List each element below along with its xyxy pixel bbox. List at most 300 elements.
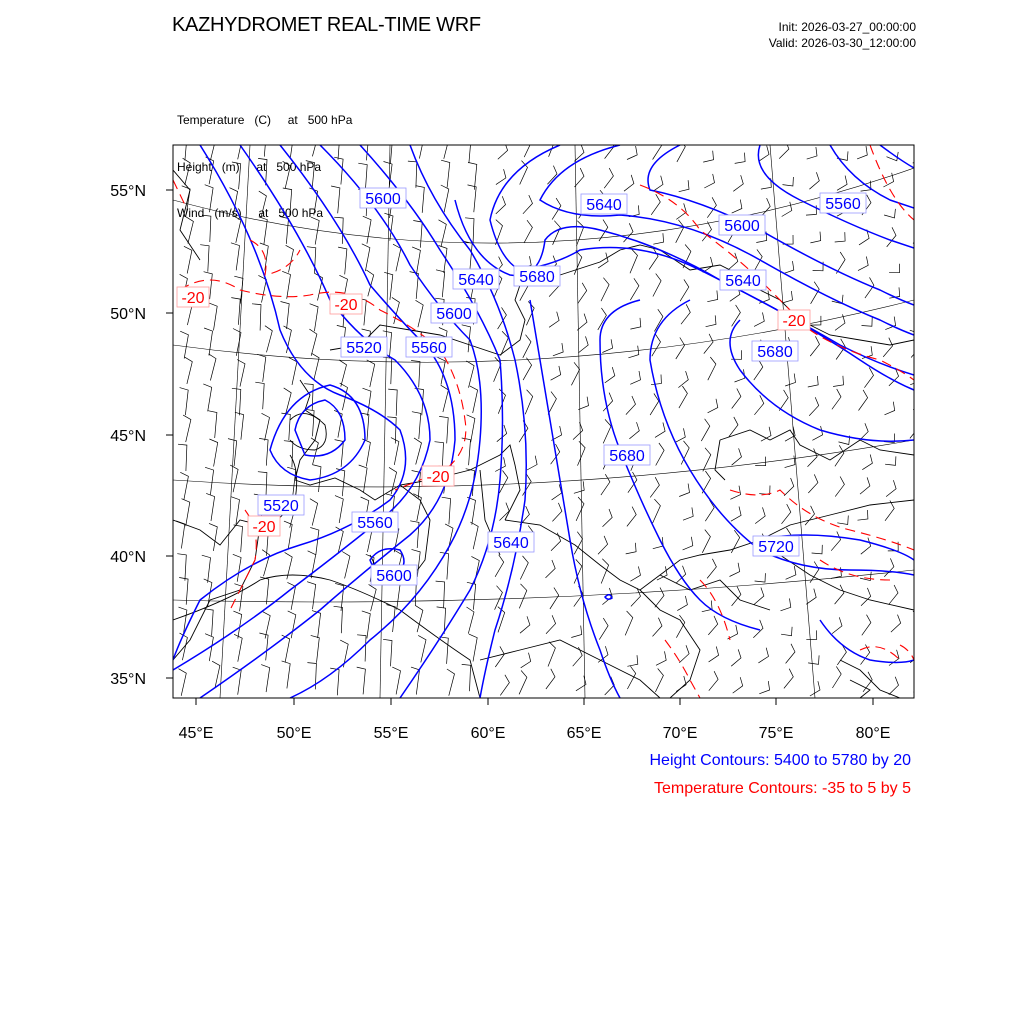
wind-barb xyxy=(681,304,690,324)
wind-barb xyxy=(519,584,527,609)
wind-barb xyxy=(782,291,792,303)
wind-barb xyxy=(833,376,843,387)
wind-barb xyxy=(835,232,845,242)
valid-time: Valid: 2026-03-30_12:00:00 xyxy=(768,36,916,50)
wind-barb xyxy=(261,665,270,693)
wind-barb xyxy=(183,415,191,442)
wind-barb xyxy=(552,503,562,522)
wind-barb xyxy=(525,390,533,414)
wind-barb xyxy=(784,478,794,496)
temp-label xyxy=(778,310,810,330)
wind-barb xyxy=(864,367,873,387)
wind-barb xyxy=(414,438,422,465)
wind-barb xyxy=(259,633,268,660)
wind-barb xyxy=(284,521,292,549)
wind-barb xyxy=(884,558,894,576)
wind-barb xyxy=(495,646,504,667)
wind-barb xyxy=(415,605,423,632)
wind-barb xyxy=(500,675,509,696)
wind-barb xyxy=(889,585,898,605)
wind-barb xyxy=(495,555,504,577)
wind-barb xyxy=(680,279,689,301)
wind-barb xyxy=(367,360,375,387)
wind-barb xyxy=(860,477,870,494)
wind-barb xyxy=(783,177,794,186)
wind-barb xyxy=(704,334,713,354)
wind-barb xyxy=(442,497,451,524)
wind-barb xyxy=(363,388,372,416)
height-label xyxy=(752,341,798,361)
wind-barb xyxy=(178,444,187,471)
wind-barb xyxy=(362,611,371,639)
wind-barb xyxy=(204,328,212,356)
wind-barb xyxy=(913,404,925,413)
wind-barb xyxy=(209,439,217,467)
wind-barb xyxy=(603,419,611,443)
wind-barb xyxy=(732,389,741,409)
wind-barb xyxy=(384,137,393,164)
height-label-text: 5600 xyxy=(436,306,472,323)
wind-barb xyxy=(630,566,640,581)
wind-barb xyxy=(549,132,556,157)
wind-barb xyxy=(180,472,188,499)
lon-label-60: 60°E xyxy=(470,725,506,742)
wind-barb xyxy=(809,397,819,416)
wind-barb xyxy=(553,343,563,356)
wind-barb xyxy=(204,609,213,636)
wind-barb xyxy=(810,336,819,356)
height-label xyxy=(258,495,304,515)
height-label xyxy=(581,194,627,214)
wind-barb xyxy=(602,339,612,352)
wind-barb xyxy=(759,486,770,495)
wind-barb xyxy=(707,291,717,302)
wind-barb xyxy=(857,146,867,159)
wind-barb xyxy=(859,390,868,411)
wind-barb xyxy=(683,537,693,550)
wind-barb xyxy=(653,176,663,192)
wind-barb xyxy=(413,221,422,248)
wind-field-label: Wind (m/s) at 500 hPa xyxy=(177,206,324,220)
wind-barb xyxy=(913,684,924,693)
wind-barb xyxy=(342,552,350,579)
wind-barb xyxy=(281,302,290,330)
wind-barb xyxy=(179,669,187,696)
wind-barb xyxy=(678,371,688,388)
wind-barb xyxy=(383,639,392,666)
wind-barb xyxy=(916,279,926,297)
wind-barb xyxy=(627,507,636,527)
wind-barb xyxy=(703,257,713,273)
height-label-text: 5560 xyxy=(411,340,447,357)
wind-barb xyxy=(331,132,340,159)
wind-barb xyxy=(521,653,531,668)
wind-barb xyxy=(915,546,926,555)
wind-barb xyxy=(546,615,556,634)
wind-barb xyxy=(653,274,661,297)
wind-barb xyxy=(656,443,664,466)
lat-label-45: 45°N xyxy=(110,428,146,445)
wind-barb xyxy=(732,305,741,326)
wind-barb xyxy=(523,358,532,380)
wind-barb xyxy=(786,566,796,579)
wind-barb xyxy=(808,376,818,387)
height-label-text: 5640 xyxy=(458,272,494,289)
wind-barb xyxy=(679,180,689,192)
wind-barb xyxy=(809,172,819,189)
height-contours xyxy=(173,145,914,698)
wind-barb xyxy=(260,577,269,604)
lon-label-75: 75°E xyxy=(758,725,794,742)
height-label-text: 5680 xyxy=(519,269,555,286)
wind-barb xyxy=(180,388,189,416)
wind-barb xyxy=(466,361,474,388)
wind-barb xyxy=(262,550,269,577)
lon-label-45: 45°E xyxy=(178,725,214,742)
lat-label-40: 40°N xyxy=(110,549,146,566)
wind-barb xyxy=(782,504,791,524)
wind-barb xyxy=(915,459,925,469)
wind-barb xyxy=(807,147,817,159)
height-label-text: 5680 xyxy=(609,448,645,465)
wind-barb xyxy=(883,338,892,357)
height-label-text: 5520 xyxy=(346,340,382,357)
wind-barb xyxy=(731,507,741,522)
wind-barb xyxy=(885,456,896,465)
wind-barb xyxy=(630,278,639,300)
wind-barb xyxy=(524,220,532,243)
wind-barb xyxy=(624,175,634,191)
wind-barb xyxy=(470,522,478,549)
wind-barb xyxy=(603,509,613,527)
wind-barb xyxy=(307,582,316,610)
temperature-field-label: Temperature (C) at 500 hPa xyxy=(177,113,353,127)
wind-barb xyxy=(228,439,237,467)
wind-barb xyxy=(338,247,347,274)
wind-barb xyxy=(729,417,738,437)
wind-barb xyxy=(805,506,814,525)
height-label xyxy=(514,266,560,286)
wind-barb xyxy=(917,487,927,500)
wind-barb xyxy=(335,496,343,523)
wind-barb xyxy=(519,671,527,695)
wind-barb xyxy=(761,198,771,217)
wind-barb xyxy=(810,232,820,243)
wind-barb xyxy=(627,655,637,666)
wind-barb xyxy=(755,457,765,466)
wind-barb xyxy=(858,257,868,271)
wind-barb xyxy=(462,438,471,465)
wind-barb xyxy=(552,484,562,500)
wind-barb xyxy=(362,244,370,271)
wind-barb xyxy=(257,354,266,382)
wind-barb xyxy=(259,438,268,465)
wind-barb xyxy=(202,215,211,242)
wind-barb xyxy=(203,384,211,411)
wind-barb xyxy=(651,194,660,215)
wind-barb xyxy=(467,415,475,442)
wind-barb xyxy=(177,554,186,581)
wind-barb xyxy=(759,681,769,694)
wind-barb xyxy=(735,369,745,382)
wind-barb xyxy=(200,245,209,272)
wind-barb xyxy=(806,630,816,639)
temp-label-text: -20 xyxy=(252,519,276,536)
wind-barb xyxy=(439,220,447,247)
wind-barb xyxy=(523,195,533,214)
wind-barb xyxy=(910,325,922,334)
wind-barb xyxy=(284,388,292,415)
wind-barb xyxy=(605,367,615,383)
wind-barb xyxy=(311,353,319,380)
height-field-label: Height (m) at 500 hPa xyxy=(177,159,322,174)
wind-barb xyxy=(209,303,217,331)
height-label xyxy=(352,512,398,532)
wind-barb xyxy=(679,386,688,408)
wind-barb xyxy=(416,186,425,213)
wind-barb xyxy=(176,521,185,549)
wind-barb xyxy=(384,162,393,190)
wind-barb xyxy=(628,472,637,493)
wind-barb xyxy=(447,669,455,696)
wind-barb xyxy=(779,141,789,159)
wind-barb xyxy=(235,132,243,159)
wind-barb xyxy=(808,655,819,664)
temp-label-text: -20 xyxy=(334,297,358,314)
wind-barb xyxy=(862,455,872,470)
height-label xyxy=(453,269,499,289)
wind-barb xyxy=(551,533,561,551)
wind-barb xyxy=(911,339,920,358)
wind-barb xyxy=(915,512,925,528)
wind-barb xyxy=(861,588,871,606)
wind-barb xyxy=(578,441,586,465)
wind-barb xyxy=(546,560,556,578)
wind-barb xyxy=(548,392,556,415)
wind-barb xyxy=(598,536,608,554)
wind-barb xyxy=(836,252,845,274)
wind-barb xyxy=(310,499,318,526)
wind-barb xyxy=(551,366,561,380)
wind-barb xyxy=(468,185,477,212)
wind-barb xyxy=(363,216,371,244)
wind-barb xyxy=(783,235,793,244)
wind-barb xyxy=(205,185,213,213)
wind-barb xyxy=(205,467,214,495)
wind-barb xyxy=(676,676,686,692)
wind-barb xyxy=(573,422,583,440)
height-label-text: 5600 xyxy=(376,568,412,585)
wind-barb xyxy=(677,596,687,611)
wind-barb xyxy=(811,316,821,325)
height-label-text: 5640 xyxy=(725,273,761,290)
height-label-text: 5560 xyxy=(357,515,393,532)
wind-barb xyxy=(889,368,899,386)
wind-barb xyxy=(599,618,608,640)
wind-barb xyxy=(462,136,471,163)
wind-barb xyxy=(392,582,401,610)
wind-barb xyxy=(915,620,925,635)
wind-barb xyxy=(835,477,844,497)
wind-barbs xyxy=(176,129,927,696)
wind-barb xyxy=(574,481,584,493)
height-label xyxy=(341,337,387,357)
wind-barb xyxy=(732,448,742,465)
wind-barb xyxy=(437,607,446,634)
wind-barb xyxy=(436,581,445,608)
wind-barb xyxy=(358,163,367,190)
wind-barb xyxy=(519,421,528,443)
wind-barb xyxy=(357,667,366,694)
wind-barb xyxy=(232,162,241,189)
wind-barb xyxy=(548,642,555,667)
wind-barb xyxy=(860,572,871,581)
wind-barb xyxy=(679,645,689,663)
wind-barb xyxy=(231,298,240,325)
wind-barb xyxy=(784,261,794,274)
wind-barb xyxy=(732,200,742,214)
wind-barb xyxy=(679,484,689,497)
wind-barb xyxy=(436,270,445,297)
wind-barb xyxy=(786,644,795,664)
map-title: KAZHYDROMET REAL-TIME WRF xyxy=(172,14,481,36)
height-label-text: 5640 xyxy=(493,535,529,552)
wind-barb xyxy=(858,510,868,520)
wind-barb xyxy=(310,304,319,332)
wind-barb xyxy=(758,648,768,663)
wind-barb xyxy=(280,217,289,244)
wind-barb xyxy=(574,532,582,555)
wind-barb xyxy=(889,264,899,273)
wind-barb xyxy=(779,390,788,411)
wind-barb xyxy=(630,318,640,329)
wind-barb xyxy=(183,158,191,185)
wind-barb xyxy=(653,499,661,523)
wind-barb xyxy=(178,133,187,160)
height-contour-legend: Height Contours: 5400 to 5780 by 20 xyxy=(649,752,911,769)
wind-barb xyxy=(653,233,663,244)
height-label xyxy=(488,532,534,552)
height-label-text: 5680 xyxy=(757,344,793,361)
wind-barb xyxy=(578,283,587,304)
wind-barb xyxy=(735,153,745,164)
wind-barb xyxy=(917,171,927,190)
wind-barb xyxy=(676,338,685,360)
height-label-text: 5600 xyxy=(365,191,401,208)
wind-barb xyxy=(655,588,664,608)
wind-barb xyxy=(388,389,397,416)
height-label xyxy=(720,270,766,290)
wind-barb xyxy=(707,559,716,579)
wind-barb xyxy=(915,206,925,220)
wind-barb xyxy=(255,382,264,409)
wind-barb xyxy=(527,456,537,470)
wind-barb xyxy=(258,129,267,156)
wind-barb xyxy=(550,588,559,609)
wind-barb xyxy=(408,161,417,188)
wind-barb xyxy=(702,530,710,553)
wind-barb xyxy=(653,618,663,637)
wind-barb xyxy=(495,586,503,610)
wind-barb xyxy=(917,258,927,275)
wind-barb xyxy=(910,419,919,439)
wind-barb xyxy=(889,677,899,695)
wind-barb xyxy=(393,244,401,271)
wind-barb xyxy=(782,202,792,217)
wind-barb xyxy=(604,168,613,188)
wind-barb xyxy=(416,300,424,327)
wind-barb xyxy=(391,438,399,465)
wind-barb xyxy=(806,589,816,605)
wind-barb xyxy=(439,416,448,443)
wind-barb xyxy=(262,413,270,440)
wind-barb xyxy=(655,423,665,438)
wind-barb xyxy=(625,611,633,635)
wind-barb xyxy=(733,175,743,191)
wind-barb xyxy=(309,188,317,215)
wind-barb xyxy=(571,362,579,385)
wind-barb xyxy=(755,507,765,523)
wind-barb xyxy=(862,615,871,636)
height-label xyxy=(431,303,477,323)
wind-barb xyxy=(520,556,528,580)
wind-barb xyxy=(235,412,244,439)
wind-barb xyxy=(781,598,791,610)
wind-barb xyxy=(811,282,820,304)
wind-barb xyxy=(182,499,190,527)
wind-barb xyxy=(359,465,367,493)
wind-barb xyxy=(785,374,795,387)
wind-barb xyxy=(209,354,217,381)
wind-barb xyxy=(837,516,848,525)
wind-barb xyxy=(311,130,318,157)
wind-barb xyxy=(180,331,188,358)
wind-barb xyxy=(435,442,444,469)
wind-barb xyxy=(709,647,719,662)
wind-barb xyxy=(185,357,193,384)
wind-barb xyxy=(755,573,766,582)
wind-barb xyxy=(470,386,478,413)
height-label xyxy=(406,337,452,357)
wind-barb xyxy=(677,139,685,162)
wind-barb xyxy=(832,617,842,633)
wind-barb xyxy=(309,329,317,356)
wind-barb xyxy=(439,637,448,664)
wind-barb xyxy=(708,357,716,380)
wind-barb xyxy=(754,312,764,326)
wind-barb xyxy=(259,191,267,218)
wind-barb xyxy=(655,669,663,693)
wind-barb xyxy=(282,271,290,299)
wind-barb xyxy=(812,545,823,554)
wind-barb xyxy=(311,635,320,662)
wind-barb xyxy=(886,480,896,496)
wind-barb xyxy=(571,626,581,638)
wind-barb xyxy=(626,543,636,554)
wind-barb xyxy=(384,272,393,300)
wind-barb xyxy=(731,649,741,666)
wind-barb xyxy=(287,467,296,495)
wind-barb xyxy=(578,336,588,353)
wind-barb xyxy=(252,304,261,331)
wind-barb xyxy=(701,419,710,441)
wind-barb xyxy=(683,507,693,520)
wind-barb xyxy=(498,142,508,159)
wind-barb xyxy=(605,677,615,695)
wind-barb xyxy=(675,428,685,442)
lon-label-55: 55°E xyxy=(373,725,409,742)
lat-label-35: 35°N xyxy=(110,671,146,688)
